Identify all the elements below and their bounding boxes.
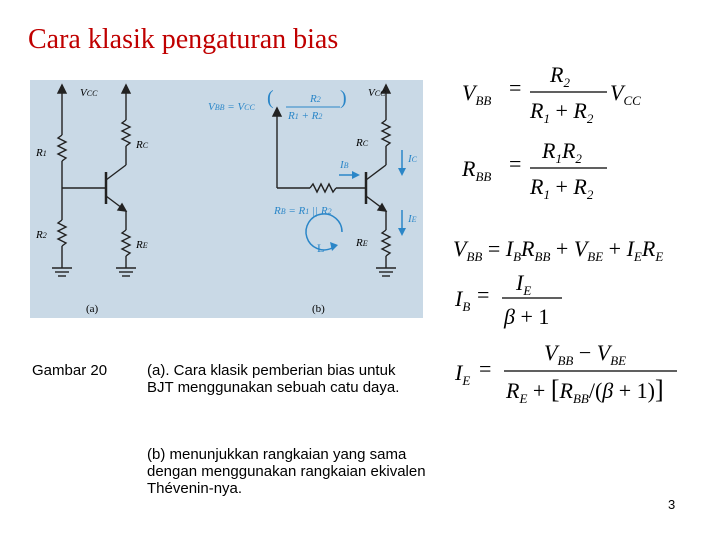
svg-text:β + 1: β + 1 (504, 304, 550, 329)
svg-text:=: = (479, 356, 492, 381)
b-rc-label: RC (356, 137, 369, 149)
b-vbb-eq: VBB = VCC (208, 101, 255, 113)
svg-text:VBB − VBE: $V_{BB} - V_{BE}$ (544, 340, 627, 368)
a-caption: (a) (86, 303, 99, 315)
a-vcc-label: VCC (80, 87, 98, 99)
caption-b: (b) menunjukkan rangkaian yang sama dengan menggunakan rangkaian ekivalen Thévenin-nya. (147, 446, 426, 497)
page-number: 3 (668, 497, 676, 512)
equation-kvl (450, 230, 710, 270)
svg-text:VCC: $V_{CC}$ (610, 80, 641, 108)
svg-text:): ) (340, 87, 347, 109)
svg-text:RE + [RBB/(β + 1)]: $R_E + [R_{BB}/(\beta + 1)]$ (506, 375, 664, 406)
svg-text:VBB = IBRBB + VBE + IERE: $V_{BB} = I_BR_{BB} + V_{BE} + I_ER_E$ (453, 236, 664, 264)
svg-text:RBB: $R_{BB}$ (462, 156, 492, 184)
svg-text:R1R2: $R_1R_2$ (542, 138, 582, 166)
svg-text:R1 + R2: R1 + R2 (288, 110, 323, 122)
equation-ib (452, 270, 652, 336)
svg-text:R1 + R2: $R_1 + R_2$ (530, 174, 594, 202)
caption-a: (a). Cara klasik pemberian bias untuk BJT menggunakan sebuah catu daya. (147, 362, 400, 396)
svg-text:R1 + R2: $R_1 + R_2$ (530, 98, 594, 126)
svg-text:=: = (509, 75, 522, 100)
equation-rbb (452, 138, 652, 208)
b-loop-label: L (317, 241, 325, 255)
equation-vbb (452, 62, 652, 132)
svg-text:R2: $R_2$ (550, 62, 570, 90)
svg-text:IB: $I_B$ (455, 286, 471, 314)
b-ie-label: IE (408, 213, 417, 225)
svg-text:VBB: $V_{BB}$ (462, 80, 492, 108)
svg-text:IE: $I_E$ (516, 270, 532, 298)
svg-text:R2: R2 (310, 93, 321, 105)
svg-text:(: ( (267, 87, 274, 109)
b-vcc-label: VCC (368, 87, 386, 99)
a-rc-label: RC (136, 139, 149, 151)
b-ib-label: IB (340, 159, 349, 171)
svg-text:=: = (477, 282, 490, 307)
b-caption: (b) (312, 303, 325, 315)
svg-text:IE: $I_E$ (455, 360, 471, 388)
b-ic-label: IC (408, 153, 418, 165)
b-re-label: RE (356, 237, 368, 249)
figure-label: Gambar 20 (32, 362, 108, 379)
a-r2-label: R2 (36, 229, 47, 241)
a-re-label: RE (136, 239, 148, 251)
equation-ie (452, 340, 692, 406)
circuit-figure (30, 80, 423, 318)
svg-text:=: = (509, 151, 522, 176)
b-rb-eq: RB = R1 || R2 (274, 205, 332, 217)
slide-title: Cara klasik pengaturan bias (28, 24, 339, 55)
a-r1-label: R1 (36, 147, 47, 159)
